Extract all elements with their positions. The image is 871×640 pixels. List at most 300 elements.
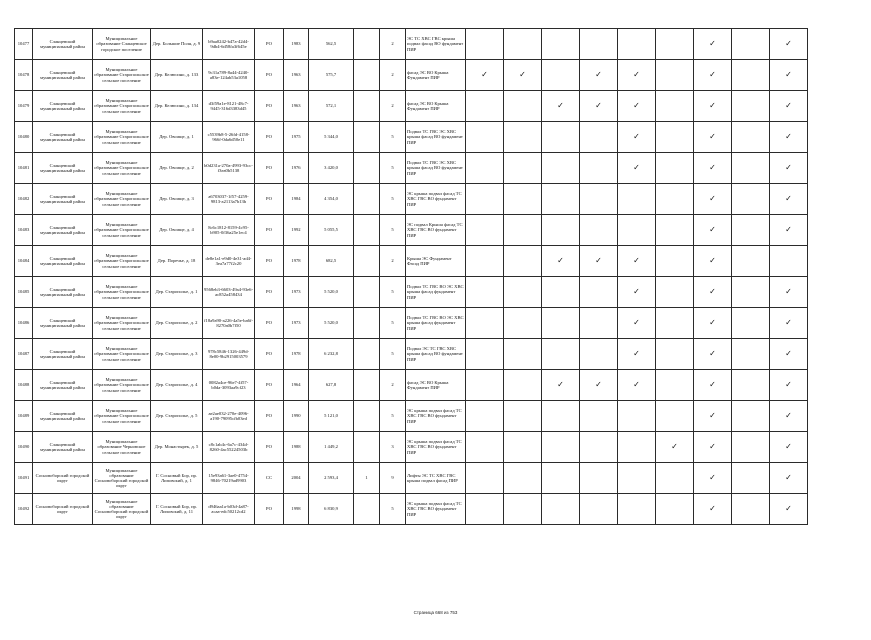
check-icon: ✓ <box>618 308 656 339</box>
floors-cell: 5 <box>380 215 406 246</box>
year-cell: 1964 <box>284 370 309 401</box>
works-list-cell: фасад ЭС ВО Крыша Фундамент ПИР <box>406 370 466 401</box>
fias-code-cell: 8c6c1812-8159-4c95-b905-0f36a25e1ec4 <box>203 215 255 246</box>
district-cell: Сосновоборский городской округ <box>33 494 93 525</box>
year-cell: 1978 <box>284 339 309 370</box>
extra-count-cell <box>354 277 380 308</box>
check-icon: ✓ <box>580 91 618 122</box>
empty-work-cell <box>618 494 656 525</box>
works-list-cell: Подвал ТС ГВС ЭС ХВС крыша фасад ВО фундамент ПИР <box>406 153 466 184</box>
empty-work-cell <box>656 91 694 122</box>
works-list-cell: ЭС ТС ХВС ГВС крыша подвал фасад ВО фундамент ПИР <box>406 29 466 60</box>
works-list-cell: фасад ЭС ВО Крыша Фундамент ПИР <box>406 91 466 122</box>
check-icon: ✓ <box>618 60 656 91</box>
address-cell: Дер. Старополье, д. 4 <box>151 370 203 401</box>
municipality-cell: Муниципальное образование Старопольское сельское поселение <box>93 60 151 91</box>
fias-code-cell: c8c1ab4c-6a7c-434d-8260-4ac55224503b <box>203 432 255 463</box>
works-list-cell: Подвал ЭС ТС ГВС ХВС крыша фасад ВО фундамент ПИР <box>406 339 466 370</box>
extra-count-cell <box>354 494 380 525</box>
row-number-cell: 10491 <box>15 463 33 494</box>
empty-work-cell <box>504 463 542 494</box>
check-icon: ✓ <box>694 432 732 463</box>
fias-code-cell: 9568eb3-6603-49a4-93e6-ac852a458434 <box>203 277 255 308</box>
check-icon: ✓ <box>770 215 808 246</box>
empty-work-cell <box>618 463 656 494</box>
row-number-cell: 10485 <box>15 277 33 308</box>
empty-work-cell <box>466 184 504 215</box>
table-row <box>15 308 808 339</box>
empty-work-cell <box>732 29 770 60</box>
district-cell: Сланцевский муниципальный район <box>33 432 93 463</box>
floors-cell: 3 <box>380 432 406 463</box>
check-icon: ✓ <box>580 246 618 277</box>
empty-work-cell <box>542 60 580 91</box>
empty-work-cell <box>580 215 618 246</box>
municipality-cell: Муниципальное образование Старопольское сельское поселение <box>93 308 151 339</box>
ownership-cell: РО <box>255 122 284 153</box>
address-cell: Дер. Келюсино, д. 134 <box>151 91 203 122</box>
address-cell: Дер. Старополье, д. 3 <box>151 339 203 370</box>
municipality-cell: Муниципальное образование Старопольское сельское поселение <box>93 370 151 401</box>
row-number-cell: 10489 <box>15 401 33 432</box>
ownership-cell: РО <box>255 215 284 246</box>
check-icon: ✓ <box>618 246 656 277</box>
extra-count-cell: 1 <box>354 463 380 494</box>
floors-cell: 5 <box>380 277 406 308</box>
extra-count-cell <box>354 29 380 60</box>
empty-work-cell <box>732 339 770 370</box>
works-list-cell: ЭС крыша подвал фасад ТС ХВС ГВС ВО фундамент ПИР <box>406 432 466 463</box>
check-icon: ✓ <box>694 370 732 401</box>
table-row <box>15 184 808 215</box>
page-footer: Страница 668 из 753 <box>413 610 458 615</box>
empty-work-cell <box>466 432 504 463</box>
empty-work-cell <box>656 29 694 60</box>
empty-work-cell <box>504 432 542 463</box>
area-cell: 5 520,0 <box>309 277 354 308</box>
empty-work-cell <box>732 246 770 277</box>
row-number-cell: 10492 <box>15 494 33 525</box>
municipality-cell: Муниципальное образование Старопольское сельское поселение <box>93 401 151 432</box>
empty-work-cell <box>656 122 694 153</box>
check-icon: ✓ <box>770 432 808 463</box>
empty-work-cell <box>732 308 770 339</box>
empty-work-cell <box>656 246 694 277</box>
table-row <box>15 432 808 463</box>
floors-cell: 2 <box>380 246 406 277</box>
check-icon: ✓ <box>694 339 732 370</box>
empty-work-cell <box>618 432 656 463</box>
check-icon: ✓ <box>770 91 808 122</box>
check-icon: ✓ <box>542 91 580 122</box>
district-cell: Сланцевский муниципальный район <box>33 122 93 153</box>
year-cell: 1973 <box>284 277 309 308</box>
empty-work-cell <box>466 29 504 60</box>
fias-code-cell: b0d231a-270a-4993-93cc-f3ea0b5138 <box>203 153 255 184</box>
municipality-cell: Муниципальное образование Старопольское сельское поселение <box>93 184 151 215</box>
empty-work-cell <box>504 494 542 525</box>
empty-work-cell <box>618 184 656 215</box>
empty-work-cell <box>656 308 694 339</box>
ownership-cell: РО <box>255 339 284 370</box>
municipality-cell: Муниципальное образование Старопольское сельское поселение <box>93 339 151 370</box>
housing-registry-table <box>14 28 808 525</box>
empty-work-cell <box>466 370 504 401</box>
address-cell: Дер. Поречье, д. 18 <box>151 246 203 277</box>
ownership-cell: РО <box>255 29 284 60</box>
year-cell: 1988 <box>284 432 309 463</box>
fias-code-cell: d3f59a1e-8121-48c7-9445-316d3383d45 <box>203 91 255 122</box>
year-cell: 2004 <box>284 463 309 494</box>
empty-work-cell <box>732 432 770 463</box>
year-cell: 1976 <box>284 153 309 184</box>
check-icon: ✓ <box>466 60 504 91</box>
check-icon: ✓ <box>770 60 808 91</box>
empty-work-cell <box>618 401 656 432</box>
check-icon: ✓ <box>694 29 732 60</box>
area-cell: 572,1 <box>309 91 354 122</box>
extra-count-cell <box>354 308 380 339</box>
floors-cell: 5 <box>380 153 406 184</box>
row-number-cell: 10490 <box>15 432 33 463</box>
works-list-cell: Лифты ЭС ТС ХВС ГВС крыша подвал фасад ПИР <box>406 463 466 494</box>
floors-cell: 2 <box>380 60 406 91</box>
fias-code-cell: 15e93a61-3ae0-4754-9846-70219ad9903 <box>203 463 255 494</box>
works-list-cell: ЭС подвал Крыша фасад ТС ХВС ГВС ВО фундамент ПИР <box>406 215 466 246</box>
floors-cell: 5 <box>380 401 406 432</box>
floors-cell: 5 <box>380 494 406 525</box>
area-cell: 627,8 <box>309 370 354 401</box>
empty-work-cell <box>542 277 580 308</box>
check-icon: ✓ <box>770 308 808 339</box>
empty-work-cell <box>656 184 694 215</box>
works-list-cell: Подвал ТС ГВС ЭС ХВС крыша фасад ВО фундамент ПИР <box>406 122 466 153</box>
empty-work-cell <box>466 91 504 122</box>
empty-work-cell <box>732 463 770 494</box>
area-cell: 5 121,0 <box>309 401 354 432</box>
works-list-cell: ЭС крыша подвал фасад ТС ХВС ГВС ВО фундамент ПИР <box>406 401 466 432</box>
municipality-cell: Муниципальное образование Сосновоборский городской округ <box>93 463 151 494</box>
check-icon: ✓ <box>770 122 808 153</box>
empty-work-cell <box>466 463 504 494</box>
check-icon: ✓ <box>770 29 808 60</box>
empty-work-cell <box>732 370 770 401</box>
empty-work-cell <box>466 277 504 308</box>
fias-code-cell: de8e1a1-e9d0-4e31-ad4-3ea7a77f2c20 <box>203 246 255 277</box>
check-icon: ✓ <box>694 91 732 122</box>
table-row <box>15 153 808 184</box>
fias-code-cell: 978c5846-1326-449d-8e00-9b2915003579 <box>203 339 255 370</box>
district-cell: Сланцевский муниципальный район <box>33 184 93 215</box>
check-icon: ✓ <box>694 60 732 91</box>
empty-work-cell <box>656 463 694 494</box>
ownership-cell: РО <box>255 432 284 463</box>
check-icon: ✓ <box>618 370 656 401</box>
fias-code-cell: f18a9a90-a226-4a5e-ba6f-8270a0b7f50 <box>203 308 255 339</box>
district-cell: Сланцевский муниципальный район <box>33 91 93 122</box>
address-cell: Дер. Старополье, д. 5 <box>151 401 203 432</box>
empty-work-cell <box>466 308 504 339</box>
year-cell: 1975 <box>284 122 309 153</box>
works-list-cell: фасад ЭС ВО Крыша Фундамент ПИР <box>406 60 466 91</box>
check-icon: ✓ <box>504 60 542 91</box>
year-cell: 1963 <box>284 91 309 122</box>
empty-work-cell <box>504 339 542 370</box>
table-row <box>15 401 808 432</box>
district-cell: Сланцевский муниципальный район <box>33 153 93 184</box>
ownership-cell: РО <box>255 91 284 122</box>
table-row <box>15 339 808 370</box>
fias-code-cell: 0082a4ce-96e7-4f57-b0da-3093aa9cf23 <box>203 370 255 401</box>
extra-count-cell <box>354 153 380 184</box>
check-icon: ✓ <box>618 277 656 308</box>
empty-work-cell <box>542 215 580 246</box>
table-body <box>15 29 808 525</box>
year-cell: 1978 <box>284 246 309 277</box>
floors-cell: 5 <box>380 308 406 339</box>
ownership-cell: РО <box>255 277 284 308</box>
empty-work-cell <box>580 463 618 494</box>
table-row <box>15 215 808 246</box>
empty-work-cell <box>542 432 580 463</box>
works-list-cell: Подвал ТС ГВС ВО ЭС ХВС крыша фасад фундамент ПИР <box>406 277 466 308</box>
empty-work-cell <box>542 29 580 60</box>
check-icon: ✓ <box>580 370 618 401</box>
fias-code-cell: b9aa0242-b47a-42d4-9db4-6d58fa3f645e <box>203 29 255 60</box>
area-cell: 5 520,0 <box>309 308 354 339</box>
check-icon: ✓ <box>542 370 580 401</box>
ownership-cell: РО <box>255 60 284 91</box>
table-row <box>15 370 808 401</box>
row-number-cell: 10479 <box>15 91 33 122</box>
ownership-cell: РО <box>255 246 284 277</box>
table-row <box>15 246 808 277</box>
municipality-cell: Муниципальное образование Старопольское сельское поселение <box>93 91 151 122</box>
district-cell: Сланцевский муниципальный район <box>33 401 93 432</box>
district-cell: Сланцевский муниципальный район <box>33 29 93 60</box>
check-icon: ✓ <box>694 122 732 153</box>
empty-work-cell <box>504 122 542 153</box>
works-list-cell: ЭС крыша подвал фасад ТС ХВС ГВС ВО фундамент ПИР <box>406 494 466 525</box>
check-icon: ✓ <box>694 463 732 494</box>
empty-work-cell <box>580 277 618 308</box>
table-row <box>15 122 808 153</box>
empty-work-cell <box>656 277 694 308</box>
extra-count-cell <box>354 246 380 277</box>
check-icon: ✓ <box>770 463 808 494</box>
municipality-cell: Муниципальное образование Старопольское сельское поселение <box>93 215 151 246</box>
year-cell: 1998 <box>284 494 309 525</box>
empty-work-cell <box>504 184 542 215</box>
district-cell: Сланцевский муниципальный район <box>33 370 93 401</box>
district-cell: Сланцевский муниципальный район <box>33 308 93 339</box>
check-icon: ✓ <box>656 432 694 463</box>
area-cell: 5 055,5 <box>309 215 354 246</box>
empty-work-cell <box>504 277 542 308</box>
empty-work-cell <box>618 29 656 60</box>
empty-work-cell <box>542 184 580 215</box>
district-cell: Сланцевский муниципальный район <box>33 277 93 308</box>
area-cell: 6 830,9 <box>309 494 354 525</box>
empty-work-cell <box>580 184 618 215</box>
empty-work-cell <box>656 60 694 91</box>
empty-work-cell <box>732 91 770 122</box>
fias-code-cell: 9c31a789-8a44-4240-a83e-124ab53a1058 <box>203 60 255 91</box>
address-cell: Дер. Старополье, д. 2 <box>151 308 203 339</box>
empty-work-cell <box>580 29 618 60</box>
check-icon: ✓ <box>694 308 732 339</box>
empty-work-cell <box>504 215 542 246</box>
empty-work-cell <box>580 432 618 463</box>
empty-work-cell <box>542 463 580 494</box>
address-cell: Дер. Овсище, д. 4 <box>151 215 203 246</box>
check-icon: ✓ <box>694 246 732 277</box>
area-cell: 5 344,0 <box>309 122 354 153</box>
district-cell: Сланцевский муниципальный район <box>33 215 93 246</box>
empty-work-cell <box>618 215 656 246</box>
empty-work-cell <box>656 339 694 370</box>
district-cell: Сланцевский муниципальный район <box>33 339 93 370</box>
district-cell: Сланцевский муниципальный район <box>33 60 93 91</box>
check-icon: ✓ <box>618 91 656 122</box>
empty-work-cell <box>656 494 694 525</box>
check-icon: ✓ <box>618 122 656 153</box>
floors-cell: 5 <box>380 184 406 215</box>
empty-work-cell <box>504 308 542 339</box>
check-icon: ✓ <box>770 277 808 308</box>
empty-work-cell <box>580 308 618 339</box>
check-icon: ✓ <box>694 184 732 215</box>
check-icon: ✓ <box>770 153 808 184</box>
row-number-cell: 10478 <box>15 60 33 91</box>
empty-work-cell <box>542 401 580 432</box>
empty-work-cell <box>732 153 770 184</box>
check-icon: ✓ <box>770 401 808 432</box>
ownership-cell: СС <box>255 463 284 494</box>
check-icon: ✓ <box>618 339 656 370</box>
ownership-cell: РО <box>255 308 284 339</box>
address-cell: Дер. Большие Поля, д. 9 <box>151 29 203 60</box>
address-cell: Г. Сосновый Бор, пр. Липовский, д. 11 <box>151 494 203 525</box>
row-number-cell: 10477 <box>15 29 33 60</box>
fias-code-cell: c5539b8-5-26fd-4158-966f-0da6d50e11 <box>203 122 255 153</box>
check-icon: ✓ <box>770 370 808 401</box>
area-cell: 562,5 <box>309 29 354 60</box>
year-cell: 1983 <box>284 29 309 60</box>
table-row <box>15 494 808 525</box>
check-icon: ✓ <box>770 339 808 370</box>
extra-count-cell <box>354 370 380 401</box>
floors-cell: 2 <box>380 91 406 122</box>
empty-work-cell <box>542 494 580 525</box>
area-cell: 4 354,0 <box>309 184 354 215</box>
empty-work-cell <box>466 122 504 153</box>
empty-work-cell <box>732 401 770 432</box>
check-icon: ✓ <box>542 246 580 277</box>
check-icon: ✓ <box>580 60 618 91</box>
extra-count-cell <box>354 184 380 215</box>
empty-work-cell <box>466 494 504 525</box>
empty-work-cell <box>656 401 694 432</box>
fias-code-cell: ae2ae032-270e-4096-a190-79095cfb03ed <box>203 401 255 432</box>
empty-work-cell <box>504 370 542 401</box>
row-number-cell: 10486 <box>15 308 33 339</box>
ownership-cell: РО <box>255 184 284 215</box>
check-icon: ✓ <box>770 184 808 215</box>
municipality-cell: Муниципальное образование Сосновоборский городской округ <box>93 494 151 525</box>
empty-work-cell <box>580 494 618 525</box>
address-cell: Дер. Овсище, д. 1 <box>151 122 203 153</box>
area-cell: 6 232,8 <box>309 339 354 370</box>
ownership-cell: РО <box>255 370 284 401</box>
table-row <box>15 277 808 308</box>
row-number-cell: 10488 <box>15 370 33 401</box>
empty-work-cell <box>732 184 770 215</box>
empty-work-cell <box>732 494 770 525</box>
empty-work-cell <box>504 246 542 277</box>
check-icon: ✓ <box>618 153 656 184</box>
area-cell: 2 593,4 <box>309 463 354 494</box>
floors-cell: 9 <box>380 463 406 494</box>
empty-work-cell <box>580 339 618 370</box>
floors-cell: 2 <box>380 29 406 60</box>
address-cell: Г. Сосновый Бор, пр. Липовский, д. 1 <box>151 463 203 494</box>
works-list-cell: Крыша ЭС Фундамент Фасад ПИР <box>406 246 466 277</box>
address-cell: Дер. Келюсино, д. 133 <box>151 60 203 91</box>
empty-work-cell <box>770 246 808 277</box>
empty-work-cell <box>656 153 694 184</box>
empty-work-cell <box>504 401 542 432</box>
empty-work-cell <box>504 91 542 122</box>
address-cell: Дер. Старополье, д. 1 <box>151 277 203 308</box>
area-cell: 1 449,2 <box>309 432 354 463</box>
empty-work-cell <box>580 153 618 184</box>
area-cell: 3 420,0 <box>309 153 354 184</box>
year-cell: 1963 <box>284 60 309 91</box>
floors-cell: 2 <box>380 370 406 401</box>
check-icon: ✓ <box>694 494 732 525</box>
empty-work-cell <box>580 122 618 153</box>
extra-count-cell <box>354 91 380 122</box>
extra-count-cell <box>354 215 380 246</box>
floors-cell: 5 <box>380 339 406 370</box>
fias-code-cell: a6703037-1f57-4259-9813-a2113a7b13b <box>203 184 255 215</box>
extra-count-cell <box>354 432 380 463</box>
row-number-cell: 10483 <box>15 215 33 246</box>
empty-work-cell <box>580 401 618 432</box>
works-list-cell: ЭС крыша подвал фасад ТС ХВС ГВС ВО фундамент ПИР <box>406 184 466 215</box>
check-icon: ✓ <box>694 153 732 184</box>
check-icon: ✓ <box>694 401 732 432</box>
municipality-cell: Муниципальное образование Старопольское сельское поселение <box>93 122 151 153</box>
floors-cell: 5 <box>380 122 406 153</box>
year-cell: 1990 <box>284 401 309 432</box>
empty-work-cell <box>504 29 542 60</box>
row-number-cell: 10484 <box>15 246 33 277</box>
empty-work-cell <box>504 153 542 184</box>
district-cell: Сосновоборский городской округ <box>33 463 93 494</box>
municipality-cell: Муниципальное образование Старопольское сельское поселение <box>93 153 151 184</box>
ownership-cell: РО <box>255 401 284 432</box>
empty-work-cell <box>466 401 504 432</box>
empty-work-cell <box>732 277 770 308</box>
empty-work-cell <box>656 370 694 401</box>
extra-count-cell <box>354 60 380 91</box>
municipality-cell: Муниципальное образование Черновское сельское поселение <box>93 432 151 463</box>
extra-count-cell <box>354 339 380 370</box>
check-icon: ✓ <box>770 494 808 525</box>
check-icon: ✓ <box>694 215 732 246</box>
